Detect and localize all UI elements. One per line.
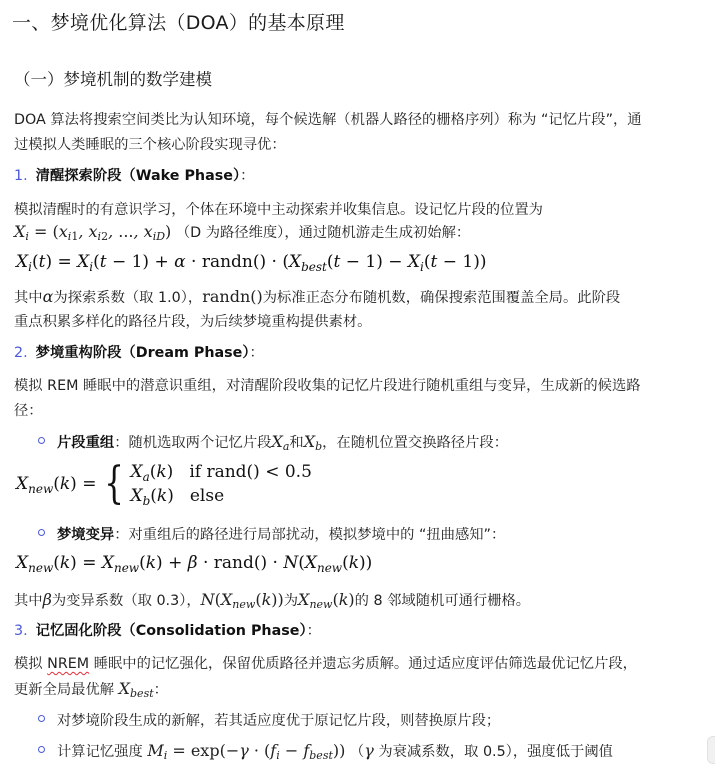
list-number: 3. <box>14 623 28 639</box>
bullet-circle-icon <box>38 437 45 444</box>
note-text: 其中 <box>14 593 43 609</box>
phase-title: 梦境重构阶段（Dream Phase） <box>35 345 250 361</box>
position-formula: $X_i = (x_{i1}$, $x_{i2}$, ..., $x_{iD}$) <box>14 222 172 243</box>
heading-1: 一、梦境优化算法（DOA）的基本原理 <box>12 12 345 34</box>
phase-title: 清醒探索阶段（Wake Phase） <box>35 168 241 184</box>
phase-2-desc-line-2: 径： <box>14 403 43 419</box>
case-2-condition: else <box>189 486 225 506</box>
xa-symbol: $X_a$ <box>271 432 290 453</box>
colon: ： <box>249 345 264 361</box>
note-text: 其中 <box>14 290 43 306</box>
intro-line-1: DOA 算法将搜索空间类比为认知环境，每个候选解（机器人路径的栅格序列）称为 “记忆片段”，通 <box>14 112 642 128</box>
desc-text: 睡眠中的记忆强化，保留优质路径并遗忘劣质解。通过适应度评估筛选最优记忆片段， <box>93 656 637 672</box>
phase-1-desc-line-1: 模拟清醒时的有意识学习，个体在环境中主动探索并收集信息。设记忆片段的位置为 <box>14 202 543 218</box>
desc-text: ： <box>153 682 168 698</box>
beta-symbol: β <box>42 590 52 609</box>
phase-1-heading <box>14 164 254 188</box>
scroll-handle[interactable] <box>707 736 715 764</box>
bullet-label: 片段重组 <box>57 435 115 451</box>
bullet-replace-solution <box>38 709 500 733</box>
intro-line-2: 过模拟人类睡眠的三个核心阶段实现寻优： <box>14 137 286 153</box>
list-number: 2. <box>14 345 28 361</box>
wake-update-formula: $X_i(t) = X_i(t - 1) + \alpha$ · randn() · $(X_{best}(t - 1) - X_i(t - 1))$ <box>16 252 487 274</box>
bullet-text: 和 <box>289 435 304 451</box>
bullet-circle-icon <box>38 746 45 753</box>
bullet-text: 计算记忆强度 <box>57 744 143 760</box>
xb-symbol: $X_b$ <box>303 432 323 453</box>
phase-3-desc-line-2 <box>14 677 168 702</box>
bullet-text: ：对重组后的路径进行局部扰动，模拟梦境中的 “扭曲感知”： <box>114 527 506 543</box>
phase-3-desc-line-1 <box>14 652 637 676</box>
desc-text: 模拟 <box>14 656 43 672</box>
phase-1-note-line-2: 重点积累多样化的路径片段，为后续梦境重构提供素材。 <box>14 314 372 330</box>
note-text: 为变异系数（取 0.3）， <box>51 593 201 609</box>
note-text: 为标准正态分布随机数，确保搜索范围覆盖全局。此阶段 <box>262 290 621 306</box>
bullet-text: 对梦境阶段生成的新解，若其适应度优于原记忆片段，则替换原片段； <box>57 713 501 729</box>
desc-text: 更新全局最优解 <box>14 682 115 698</box>
list-number: 1. <box>14 168 28 184</box>
note-text: 为 <box>283 593 299 609</box>
gamma-symbol: γ <box>364 741 374 760</box>
bullet-text: （ <box>349 744 365 760</box>
phase-title: 记忆固化阶段（Consolidation Phase） <box>35 623 307 639</box>
alpha-symbol: α <box>42 287 54 306</box>
bullet-text: ：随机选取两个记忆片段 <box>114 435 272 451</box>
dimension-note: （D 为路径维度），通过随机游走生成初始解： <box>175 225 471 241</box>
phase-2-heading <box>14 341 264 365</box>
colon: ： <box>240 168 255 184</box>
brace: { <box>104 458 125 509</box>
bullet-fragment-recombination <box>38 430 508 455</box>
bullet-circle-icon <box>38 715 45 722</box>
recombination-formula: $X_{new}(k)$ = { $X_a(k)$ if rand() < 0.5 $X_b(k)$ else <box>16 458 312 509</box>
nrem-spellcheck-word: NREM <box>47 656 90 672</box>
phase-2-desc-line-1: 模拟 REM 睡眠中的潜意识重组，对清醒阶段收集的记忆片段进行随机重组与变异，生成新的候选路 <box>14 378 641 394</box>
phase-1-note-line-1 <box>14 285 620 310</box>
mutation-formula: $X_{new}(k) = X_{new}(k) + \beta$ · rand() · $N(X_{new}(k))$ <box>16 553 373 575</box>
heading-2: （一）梦境机制的数学建模 <box>14 70 212 89</box>
bullet-dream-mutation <box>38 523 505 547</box>
phase-1-desc-line-2 <box>14 220 470 245</box>
randn-symbol: randn() <box>202 287 263 306</box>
xnew-symbol: $X_{new}(k)$ <box>298 590 355 611</box>
phase-3-heading <box>14 619 321 643</box>
case-1-condition: if rand() < 0.5 <box>189 462 312 482</box>
note-text: 的 8 邻域随机可通行栅格。 <box>354 593 531 609</box>
bullet-text: ，在随机位置交换路径片段： <box>322 435 508 451</box>
bullet-memory-strength <box>38 739 613 764</box>
bullet-circle-icon <box>38 529 45 536</box>
colon: ： <box>306 623 321 639</box>
note-text: 为探索系数（取 1.0）， <box>53 290 203 306</box>
phase-2-note <box>14 588 530 613</box>
bullet-text: 为衰减系数，取 0.5），强度低于阈值 <box>378 744 613 760</box>
neighborhood-symbol: $N(X_{new}(k))$ <box>200 590 284 611</box>
memory-strength-formula: $M_i = \exp(-\gamma \cdot (f_i - f_{best}))$ <box>147 741 346 762</box>
bullet-label: 梦境变异 <box>57 527 115 543</box>
xbest-symbol: $X_{best}$ <box>118 679 154 700</box>
